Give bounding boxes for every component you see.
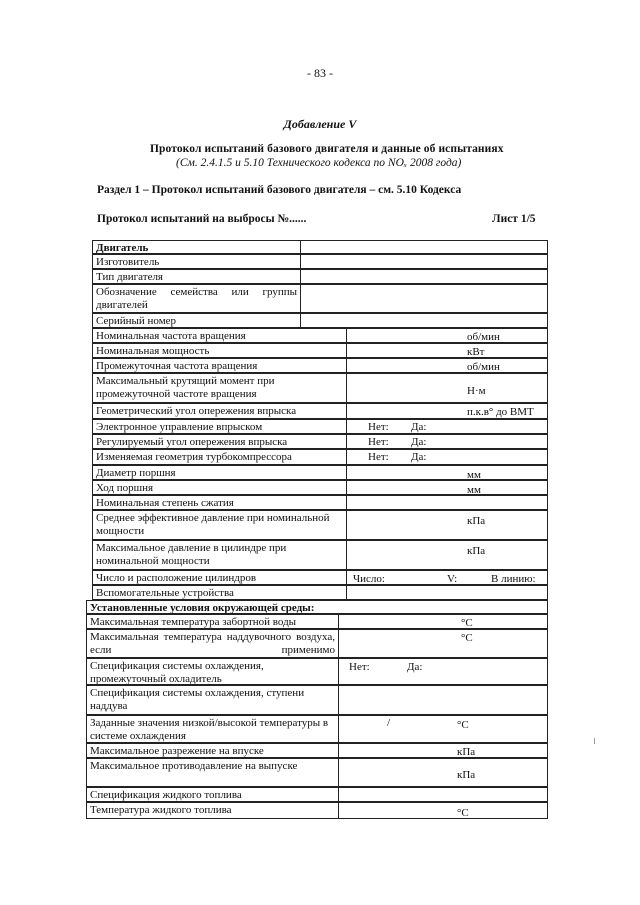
fuel-spec-label: Спецификация жидкого топлива bbox=[87, 788, 339, 801]
table-row bbox=[92, 358, 548, 373]
cooling-temps-label: Заданные значения низкой/высокой температуры в системе охлаждения bbox=[87, 716, 339, 742]
no-option: Нет: bbox=[368, 421, 389, 433]
table-row bbox=[92, 343, 548, 358]
table-row bbox=[86, 685, 548, 715]
table-row bbox=[92, 540, 548, 570]
intake-vacuum-label: Максимальное разрежение на впуске bbox=[87, 744, 339, 757]
engine-type-label: Тип двигателя bbox=[93, 270, 301, 283]
rated-power-label: Номинальная мощность bbox=[93, 344, 347, 357]
stroke-unit: мм bbox=[467, 484, 481, 496]
table-row bbox=[92, 284, 548, 313]
bmep-label: Среднее эффективное давление при номинальной мощности bbox=[93, 511, 347, 539]
exhaust-backpressure-label: Максимальное противодавление на выпуске bbox=[87, 759, 339, 786]
no-option: Нет: bbox=[368, 436, 389, 448]
variable-turbo-label: Изменяемая геометрия турбокомпрессора bbox=[93, 450, 347, 464]
charge-air-unit: °С bbox=[461, 632, 473, 644]
table-row bbox=[86, 614, 548, 629]
table-row bbox=[92, 495, 548, 510]
fuel-temp-unit: °С bbox=[457, 807, 469, 819]
cylinders-label: Число и расположение цилиндров bbox=[93, 571, 347, 584]
protocol-number: Протокол испытаний на выбросы №...... bbox=[97, 213, 307, 225]
intermediate-speed-label: Промежуточная частота вращения bbox=[93, 359, 347, 372]
yes-option: Да: bbox=[411, 421, 427, 433]
yes-option: Да: bbox=[411, 451, 427, 463]
cooling-stages-label: Спецификация системы охлаждения, ступени наддува bbox=[87, 686, 339, 714]
table-row bbox=[92, 240, 548, 254]
scan-mark bbox=[594, 738, 595, 744]
rated-speed-unit: об/мин bbox=[467, 331, 500, 343]
injection-timing-label: Геометрический угол опережения впрыска bbox=[93, 404, 347, 418]
table-row bbox=[92, 434, 548, 449]
auxiliaries-label: Вспомогательные устройства bbox=[93, 586, 347, 599]
table-row bbox=[92, 419, 548, 434]
rated-power-unit: кВт bbox=[467, 346, 485, 358]
injection-timing-unit: п.к.в° до ВМТ bbox=[467, 406, 534, 418]
table-row bbox=[92, 403, 548, 419]
bore-unit: мм bbox=[467, 469, 481, 481]
cooling-intercooler-label: Спецификация системы охлаждения, промежуточный охладитель bbox=[87, 659, 339, 684]
yes-option: Да: bbox=[407, 661, 423, 673]
intermediate-speed-unit: об/мин bbox=[467, 361, 500, 373]
table-row bbox=[86, 715, 548, 743]
page-number: - 83 - bbox=[307, 66, 333, 80]
table-row bbox=[86, 758, 548, 787]
manufacturer-label: Изготовитель bbox=[93, 255, 301, 268]
table-row bbox=[92, 313, 548, 328]
document-title: Протокол испытаний базового двигателя и данные об испытаниях bbox=[150, 143, 504, 155]
electronic-injection-label: Электронное управление впрыском bbox=[93, 420, 347, 433]
table-row bbox=[86, 802, 548, 819]
max-torque-label: Максимальный крутящий момент при промежуточной частоте вращения bbox=[93, 374, 347, 402]
stroke-label: Ход поршня bbox=[93, 481, 347, 494]
sheet-number: Лист 1/5 bbox=[492, 213, 536, 225]
table-row bbox=[86, 658, 548, 685]
no-option: Нет: bbox=[368, 451, 389, 463]
cylinder-v: V: bbox=[447, 573, 458, 585]
engine-family-label: Обозначение семейства или группы двигателей bbox=[93, 285, 301, 312]
table-row bbox=[92, 269, 548, 284]
table-row bbox=[92, 510, 548, 540]
table-row bbox=[86, 787, 548, 802]
table-row bbox=[92, 254, 548, 269]
table-row bbox=[92, 465, 548, 480]
no-option: Нет: bbox=[349, 661, 370, 673]
rated-speed-label: Номинальная частота вращения bbox=[93, 329, 347, 342]
serial-number-label: Серийный номер bbox=[93, 314, 301, 327]
table-row bbox=[92, 585, 548, 600]
table-row bbox=[86, 743, 548, 758]
intake-vacuum-unit: кПа bbox=[457, 746, 476, 758]
table-row bbox=[92, 449, 548, 465]
yes-option: Да: bbox=[411, 436, 427, 448]
fuel-temp-label: Температура жидкого топлива bbox=[87, 803, 339, 818]
appendix-heading: Добавление V bbox=[283, 117, 357, 131]
exhaust-backpressure-unit: кПа bbox=[457, 769, 476, 781]
intake-temp-label: Максимальная температура забортной воды bbox=[87, 615, 339, 628]
document-subtitle: (См. 2.4.1.5 и 5.10 Технического кодекса по NOₓ 2008 года) bbox=[176, 157, 462, 169]
max-cylinder-pressure-label: Максимальное давление в цилиндре при номинальной мощности bbox=[93, 541, 347, 569]
variable-timing-label: Регулируемый угол опережения впрыска bbox=[93, 435, 347, 448]
cylinder-count: Число: bbox=[353, 573, 385, 585]
table-row bbox=[92, 373, 548, 403]
max-cylinder-pressure-unit: кПа bbox=[467, 545, 486, 557]
cylinder-inline: В линию: bbox=[491, 573, 536, 585]
table-row bbox=[92, 570, 548, 585]
cooling-temps-unit: °С bbox=[457, 719, 469, 731]
table-row bbox=[92, 328, 548, 343]
engine-header: Двигатель bbox=[93, 241, 301, 253]
bore-label: Диаметр поршня bbox=[93, 466, 347, 479]
bmep-unit: кПа bbox=[467, 515, 486, 527]
max-torque-unit: Н·м bbox=[467, 385, 486, 397]
table-row bbox=[92, 480, 548, 495]
intake-temp-unit: °С bbox=[461, 617, 473, 629]
compression-label: Номинальная степень сжатия bbox=[93, 496, 347, 509]
ambient-header: Установленные условия окружающей среды: bbox=[90, 602, 315, 613]
table-row bbox=[86, 600, 548, 614]
charge-air-label: Максимальная температура наддувочного воздуха, если применимо bbox=[87, 630, 339, 657]
temp-separator: / bbox=[387, 717, 391, 729]
table-row bbox=[86, 629, 548, 658]
section-heading: Раздел 1 – Протокол испытаний базового двигателя – см. 5.10 Кодекса bbox=[97, 184, 462, 196]
